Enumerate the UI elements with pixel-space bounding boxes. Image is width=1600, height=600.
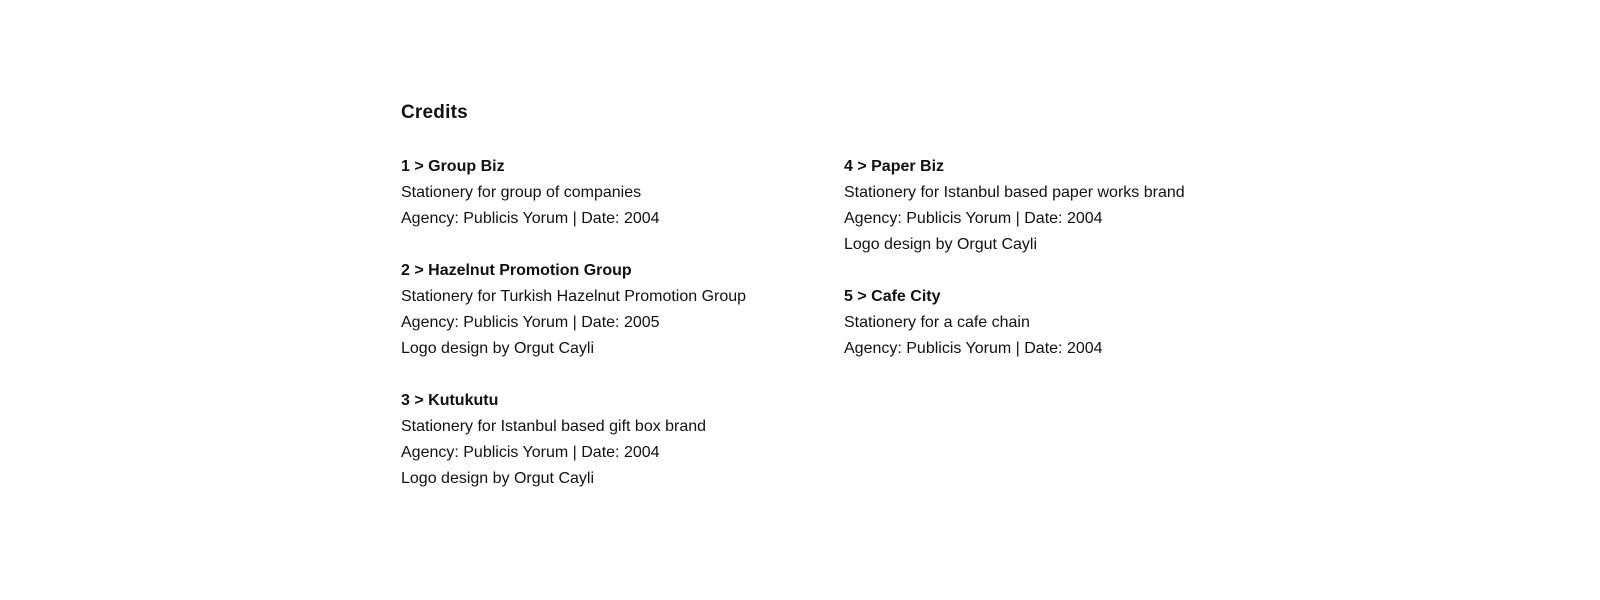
credit-agency-date: Agency: Publicis Yorum | Date: 2004	[844, 340, 1103, 357]
credit-logo-design: Logo design by Orgut Cayli	[844, 236, 1037, 253]
credit-description: Stationery for Istanbul based paper works brand	[844, 184, 1185, 201]
credit-agency-date: Agency: Publicis Yorum | Date: 2005	[401, 314, 660, 331]
credit-heading: 2 > Hazelnut Promotion Group	[401, 262, 632, 279]
credit-entry-hazelnut-promotion-group	[401, 258, 821, 362]
credit-agency-date: Agency: Publicis Yorum | Date: 2004	[401, 210, 660, 227]
credits-left-column	[401, 154, 821, 518]
credit-logo-design: Logo design by Orgut Cayli	[401, 340, 594, 357]
credit-entry-kutukutu	[401, 388, 821, 492]
credit-heading: 1 > Group Biz	[401, 158, 505, 175]
credits-columns	[401, 154, 1221, 494]
credits-title: Credits	[401, 102, 468, 123]
credit-description: Stationery for a cafe chain	[844, 314, 1030, 331]
credit-description: Stationery for group of companies	[401, 184, 642, 201]
credit-entry-cafe-city	[844, 284, 1264, 362]
credit-description: Stationery for Turkish Hazelnut Promotion Group	[401, 288, 747, 305]
credit-description: Stationery for Istanbul based gift box brand	[401, 418, 707, 435]
credit-agency-date: Agency: Publicis Yorum | Date: 2004	[844, 210, 1103, 227]
credit-entry-paper-biz	[844, 154, 1264, 258]
credits-section	[401, 100, 1221, 494]
credit-heading: 5 > Cafe City	[844, 288, 941, 305]
credit-heading: 4 > Paper Biz	[844, 158, 945, 175]
credits-right-column	[844, 154, 1264, 388]
credit-entry-group-biz	[401, 154, 821, 232]
credit-heading: 3 > Kutukutu	[401, 392, 499, 409]
credit-agency-date: Agency: Publicis Yorum | Date: 2004	[401, 444, 660, 461]
credit-logo-design: Logo design by Orgut Cayli	[401, 470, 594, 487]
